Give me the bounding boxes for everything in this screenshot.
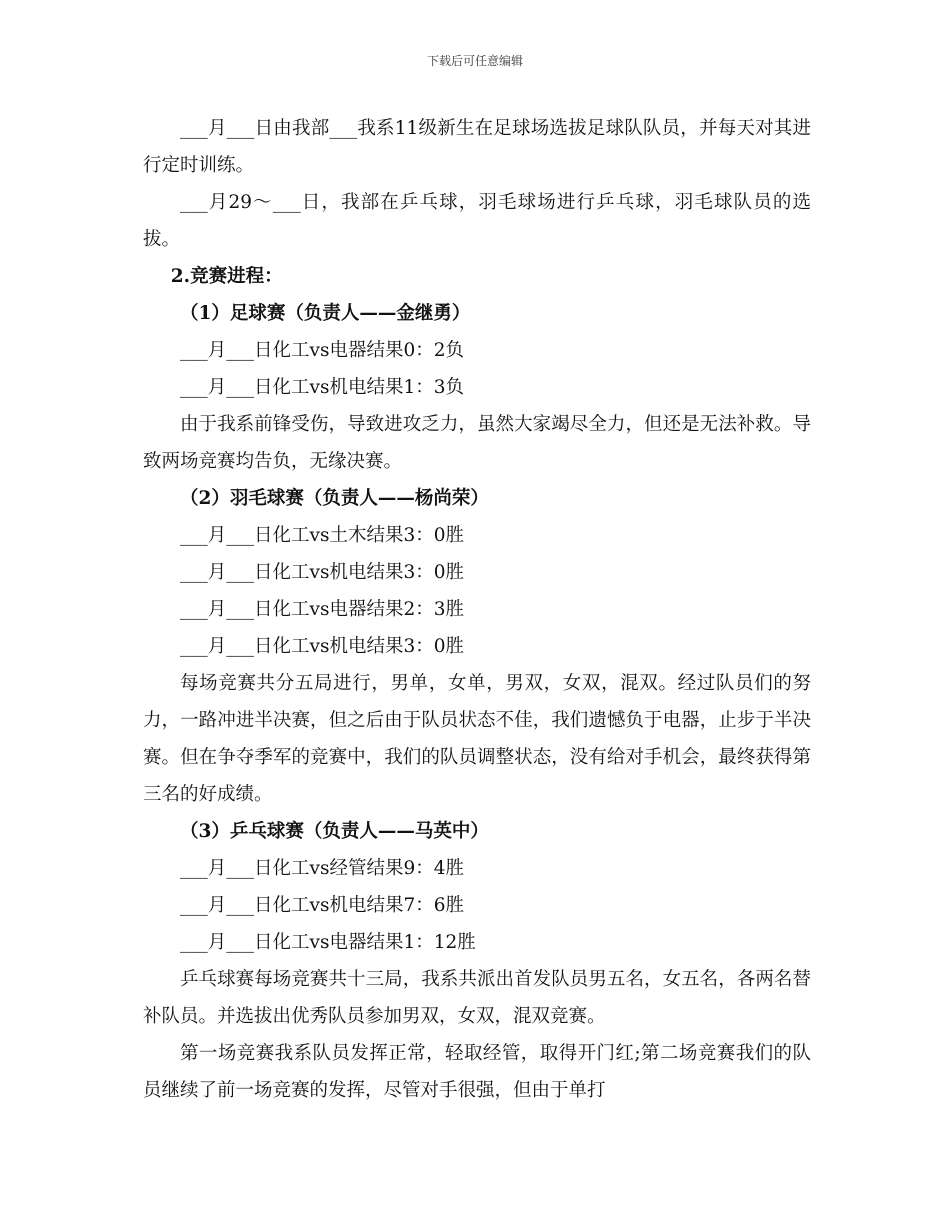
- badminton-result-4: ___月___日化工vs机电结果3：0胜: [180, 636, 464, 657]
- pingpong-result-2: ___月___日化工vs机电结果7：6胜: [180, 895, 464, 916]
- badminton-summary: 每场竞赛共分五局进行，男单，女单，男双，女双，混双。经过队员们的努力，一路冲进半决赛，但之后由于队员状态不佳，我们遗憾负于电器，止步于半决赛。但在争夺季军的竞赛中，我们的队员调整状态，没有给对手机会，最终获得第三名的好成绩。: [143, 673, 811, 805]
- badminton-heading: （2）羽毛球赛（负责人——杨尚荣）: [180, 488, 489, 509]
- badminton-result-2: ___月___日化工vs机电结果3：0胜: [180, 562, 464, 583]
- football-heading: （1）足球赛（负责人——金继勇）: [180, 303, 471, 324]
- pingpong-summary-1: 乒乓球赛每场竞赛共十三局，我系共派出首发队员男五名，女五名，各两名替补队员。并选拔出优秀队员参加男双，女双，混双竞赛。: [143, 969, 811, 1027]
- pingpong-heading: （3）乒乓球赛（负责人——马英中）: [180, 821, 489, 842]
- pingpong-result-1: ___月___日化工vs经管结果9：4胜: [180, 858, 464, 879]
- section-heading: 2.竞赛进程：: [170, 266, 283, 287]
- badminton-result-1: ___月___日化工vs土木结果3：0胜: [180, 525, 464, 546]
- football-result-1: ___月___日化工vs电器结果0：2负: [180, 340, 464, 361]
- football-summary: 由于我系前锋受伤，导致进攻乏力，虽然大家竭尽全力，但还是无法补救。导致两场竞赛均告负，无缘决赛。: [143, 414, 811, 472]
- pingpong-summary-2: 第一场竞赛我系队员发挥正常，轻取经管，取得开门红;第二场竞赛我们的队员继续了前一场竞赛的发挥，尽管对手很强，但由于单打: [143, 1043, 811, 1101]
- football-result-2: ___月___日化工vs机电结果1：3负: [180, 377, 464, 398]
- intro-paragraph-1: ___月___日由我部___我系11级新生在足球场选拔足球队队员，并每天对其进行定时训练。: [143, 118, 811, 176]
- intro-paragraph-2: ___月29～___日，我部在乒乓球，羽毛球场进行乒乓球，羽毛球队员的选拔。: [143, 192, 811, 250]
- pingpong-result-3: ___月___日化工vs电器结果1：12胜: [180, 932, 476, 953]
- document-body: [143, 110, 811, 1109]
- page-header: 下载后可任意编辑: [426, 54, 523, 68]
- badminton-result-3: ___月___日化工vs电器结果2：3胜: [180, 599, 464, 620]
